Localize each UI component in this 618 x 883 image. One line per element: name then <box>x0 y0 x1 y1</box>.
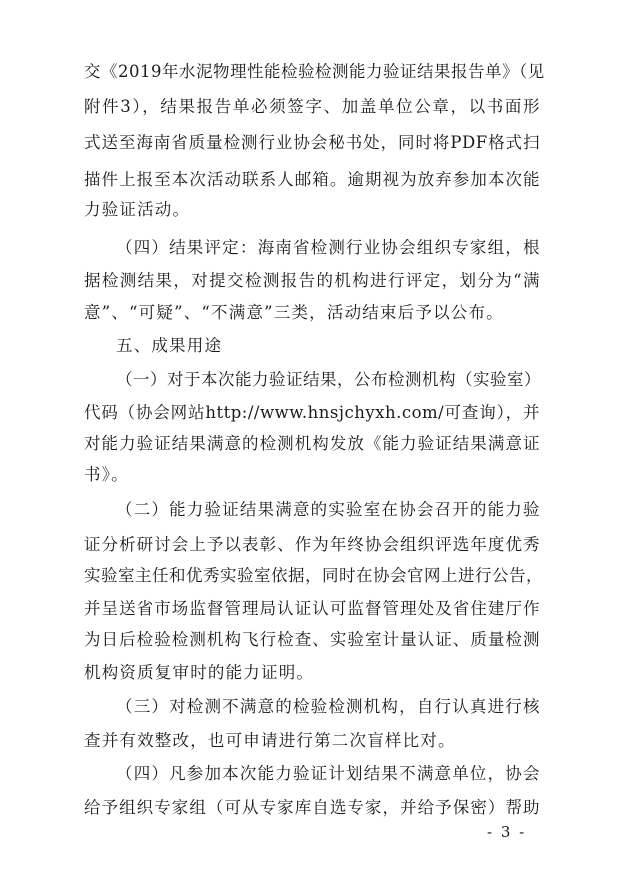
text-line-20: （三）对检测不满意的检验检测机构，自行认真进行核 <box>116 697 540 716</box>
text-line-14: （二）能力验证结果满意的实验室在协会召开的能力验 <box>116 500 540 519</box>
text-line-18: 为日后检验检测机构飞行检查、实验室计量认证、质量检测 <box>84 630 540 649</box>
text-line-12: 对能力验证结果满意的检测机构发放《能力验证结果满意证 <box>84 434 540 453</box>
text-line-23: 给予组织专家组（可从专家库自选专家，并给予保密）帮助 <box>84 798 540 817</box>
text-line-16: 实验室主任和优秀实验室依据，同时在协会官网上进行公告， <box>84 566 543 585</box>
text-line-6: （四）结果评定：海南省检测行业协会组织专家组，根 <box>116 238 540 257</box>
text-line-22: （四）凡参加本次能力验证计划结果不满意单位，协会 <box>116 764 540 783</box>
text-line-17: 并呈送省市场监督管理局认证认可监督管理处及省住建厅作 <box>84 599 540 618</box>
text-line-1: 交《2019年水泥物理性能检验检测能力验证结果报告单》（见 <box>84 62 545 81</box>
text-line-7: 据检测结果，对提交检测报告的机构进行评定，划分为“满 <box>84 271 540 290</box>
page-number: - 3 - <box>487 823 527 841</box>
text-line-19: 机构资质复审时的能力证明。 <box>84 663 315 682</box>
text-line-11: 代码（协会网站http://www.hnsjchyxh.com/可查询），并 <box>84 403 540 422</box>
text-line-3: 式送至海南省质量检测行业协会秘书处，同时将PDF格式扫 <box>84 133 540 152</box>
section-heading: 五、成果用途 <box>116 336 223 355</box>
text-line-21: 查并有效整改，也可申请进行第二次盲样比对。 <box>84 731 456 750</box>
text-line-2: 附件3），结果报告单必须签字、加盖单位公章，以书面形 <box>84 97 540 116</box>
text-line-13: 书》。 <box>84 465 129 484</box>
text-line-10: （一）对于本次能力验证结果，公布检测机构（实验室） <box>116 370 541 389</box>
text-line-4: 描件上报至本次活动联系人邮箱。逾期视为放弃参加本次能 <box>84 170 540 189</box>
text-line-8: 意”、“可疑”、“不满意”三类，活动结束后予以公布。 <box>84 303 504 322</box>
text-line-15: 证分析研讨会上予以表彰、作为年终协会组织评选年度优秀 <box>84 535 540 554</box>
text-line-5: 力验证活动。 <box>84 200 191 219</box>
